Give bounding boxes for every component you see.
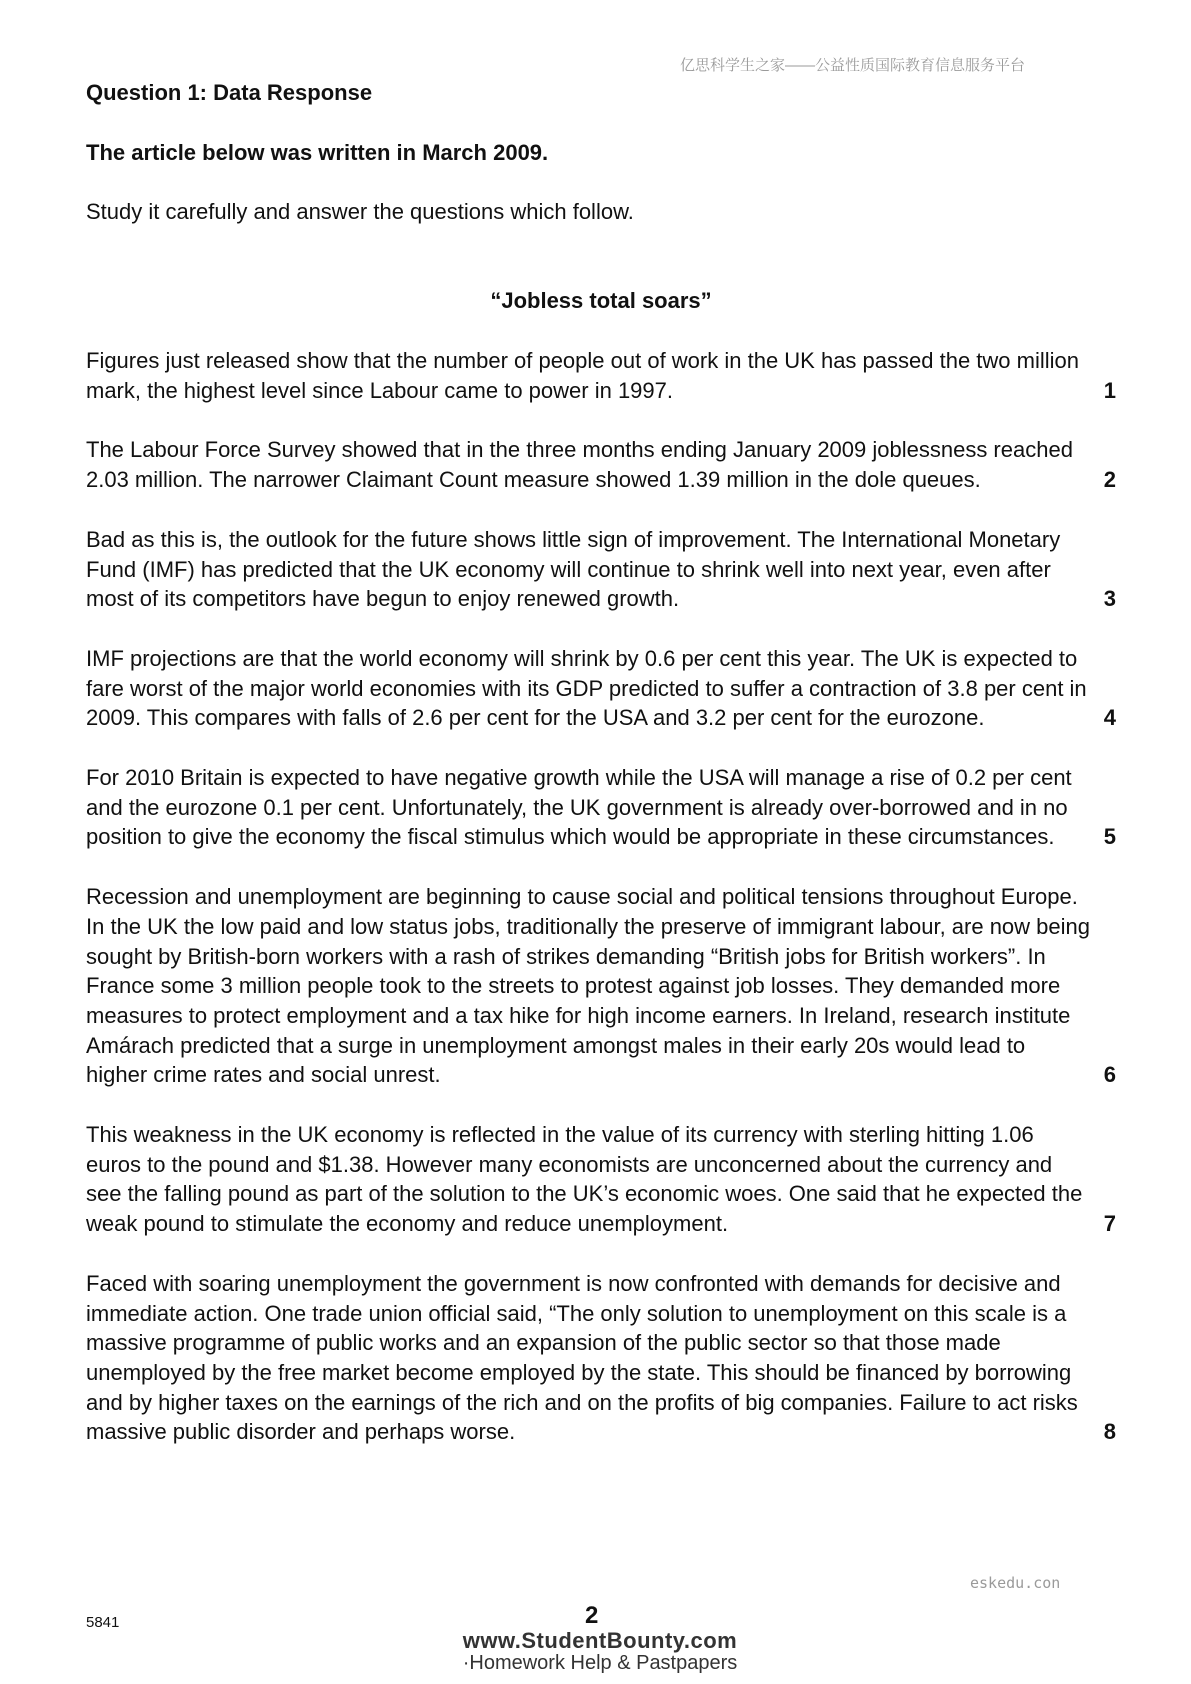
line-number: 4	[1103, 705, 1116, 731]
line-number: 7	[1103, 1211, 1116, 1237]
paragraph	[86, 1269, 1116, 1447]
article-body	[86, 346, 1116, 1477]
paragraph-text: The Labour Force Survey showed that in the three months ending January 2009 joblessness reached 2.03 million. The narrower Claimant Count measure showed 1.39 million in the dole queues.	[86, 437, 1073, 493]
line-number: 5	[1103, 824, 1116, 850]
header-watermark: 亿思科学生之家——公益性质国际教育信息服务平台	[680, 57, 1026, 74]
paper-code: 5841	[86, 1614, 120, 1631]
line-number: 3	[1103, 586, 1116, 612]
line-number: 6	[1103, 1062, 1116, 1088]
line-number: 2	[1103, 467, 1116, 493]
paragraph-text: Figures just released show that the number of people out of work in the UK has passed the two million mark, the highest level since Labour came to power in 1997.	[86, 348, 1079, 403]
paragraph-text: Faced with soaring unemployment the government is now confronted with demands for decisive and immediate action. One trade union official said, “The only solution to unemployment on this scale is a massive programme of public works and an expansion of the public sector so that those made unemployed by the free market become employed by the state. This should be financed by borrowing and by higher taxes on the earnings of the rich and on the profits of big companies. Failure to act risks massive public disorder and perhaps worse.	[86, 1270, 1078, 1445]
paragraph-text: IMF projections are that the world economy will shrink by 0.6 per cent this year. The UK is expected to fare worst of the major world economies with its GDP predicted to suffer a contraction of 3.8 per cent in 2009. This compares with falls of 2.6 per cent for the USA and 3.2 per cent for the eurozone.	[86, 645, 1087, 731]
paragraph-text: Bad as this is, the outlook for the future shows little sign of improvement. The International Monetary Fund (IMF) has predicted that the UK economy will continue to shrink well into next year, even after most of its competitors have begun to enjoy renewed growth.	[86, 526, 1061, 612]
line-number: 1	[1103, 377, 1116, 403]
intro-note: The article below was written in March 2009.	[86, 140, 549, 165]
footer-watermark: eskedu.con	[970, 1574, 1061, 1592]
paragraph	[86, 1120, 1116, 1239]
paragraph	[86, 346, 1116, 405]
paragraph-text: For 2010 Britain is expected to have negative growth while the USA will manage a rise of 0.2 per cent and the eurozone 0.1 per cent. Unfortunately, the UK government is already over-borrowed and in no position to give the economy the fiscal stimulus which would be appropriate in these circumstances.	[86, 765, 1072, 850]
page-number: 2	[585, 1602, 599, 1629]
paragraph	[86, 763, 1116, 852]
paragraph	[86, 435, 1116, 494]
logo-url: www.StudentBounty.com	[462, 1628, 738, 1653]
paragraph	[86, 644, 1116, 733]
line-number: 8	[1103, 1419, 1116, 1445]
instructions: Study it carefully and answer the questions which follow.	[86, 199, 634, 224]
studentbounty-logo	[440, 1630, 760, 1674]
question-title: Question 1: Data Response	[86, 80, 373, 105]
article-title: “Jobless total soars”	[490, 288, 712, 313]
paragraph	[86, 525, 1116, 614]
paragraph	[86, 882, 1116, 1090]
paragraph-text: This weakness in the UK economy is reflected in the value of its currency with sterling hitting 1.06 euros to the pound and $1.38. However many economists are unconcerned about the currency and see the falling pound as part of the solution to the UK’s economic woes. One said that he expected the weak pound to stimulate the economy and reduce unemployment.	[86, 1122, 1083, 1237]
paragraph-text: Recession and unemployment are beginning to cause social and political tensions throughout Europe. In the UK the low paid and low status jobs, traditionally the preserve of immigrant labour, are now being sought by British-born workers with a rash of strikes demanding “British jobs for British workers”. In France some 3 million people took to the streets to protest against job losses. They demanded more measures to protect employment and a tax hike for high income earners. In Ireland, research institute Amárach predicted that a surge in unemployment amongst males in their early 20s would lead to higher crime rates and social unrest.	[86, 884, 1090, 1088]
logo-tagline: ·Homework Help & Pastpapers	[462, 1652, 738, 1674]
